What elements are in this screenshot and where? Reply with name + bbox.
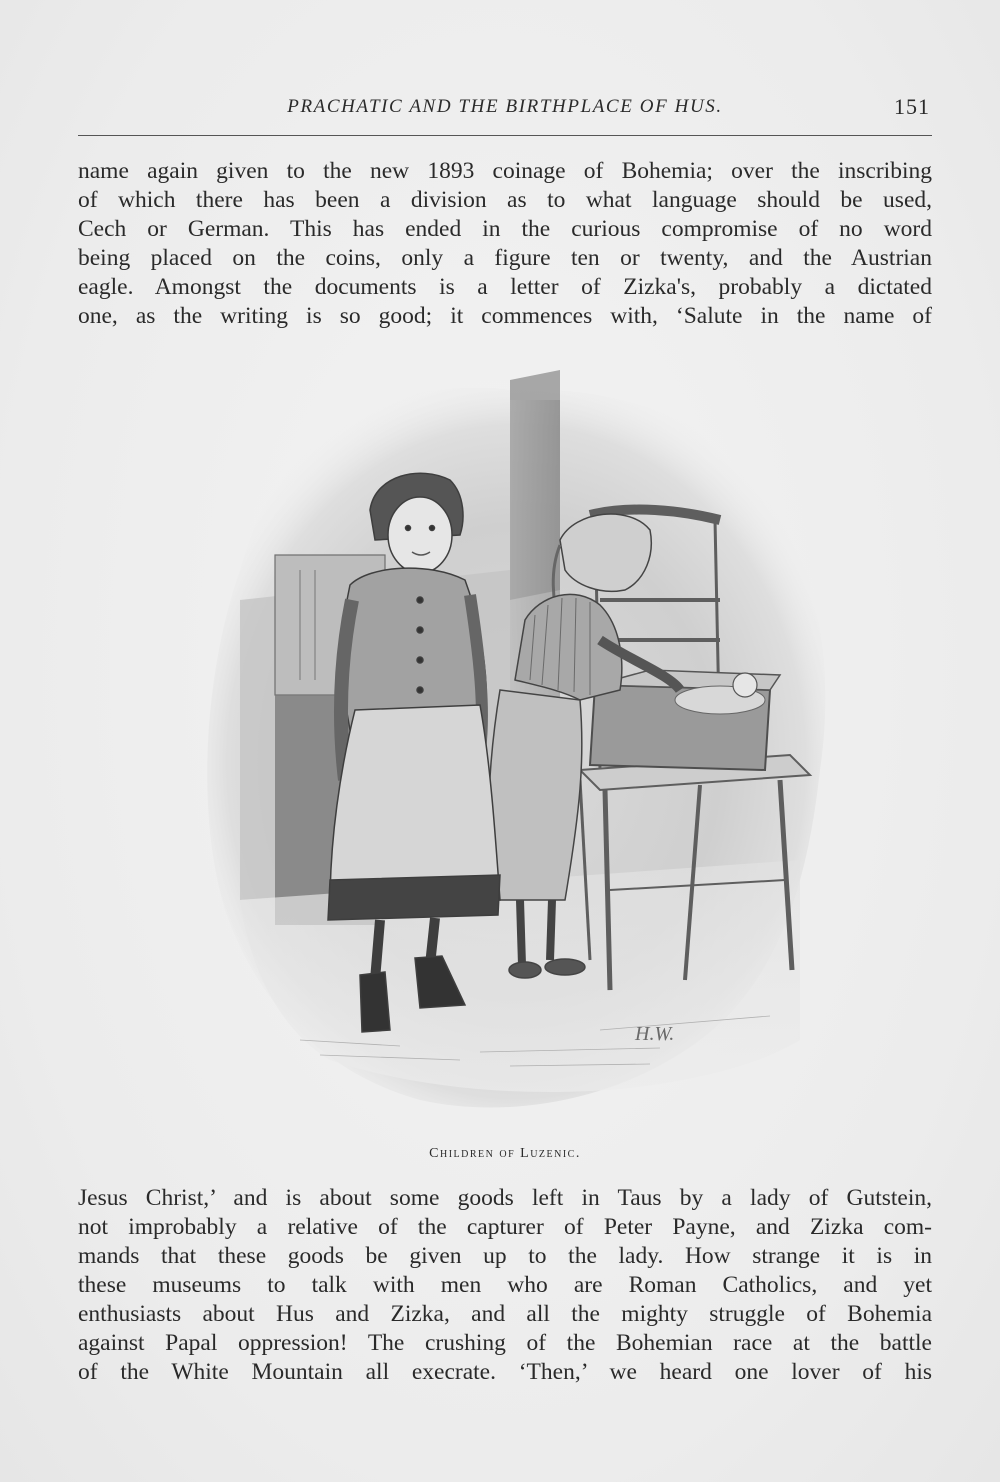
- text-line: Cech or German. This has ended in the curious compromise of no word: [78, 216, 932, 242]
- illustration-caption: Children of Luzenic.: [429, 1146, 581, 1161]
- text-line: enthusiasts about Hus and Zizka, and all the mighty struggle of Bohemia: [78, 1301, 932, 1327]
- doll-head: [733, 673, 757, 697]
- text-line: not improbably a relative of the capturer of Peter Payne, and Zizka com-: [78, 1214, 932, 1240]
- text-line: of which there has been a division as to what language should be used,: [78, 187, 932, 213]
- text-line: against Papal oppression! The crushing of the Bohemian race at the battle: [78, 1330, 932, 1356]
- text-line: being placed on the coins, only a figure ten or twenty, and the Austrian: [78, 245, 932, 271]
- body-text-top: [78, 157, 932, 331]
- page-number: 151: [894, 94, 930, 119]
- text-line: these museums to talk with men who are Roman Catholics, and yet: [78, 1272, 932, 1298]
- text-line: Jesus Christ,’ and is about some goods left in Taus by a lady of Gutstein,: [78, 1185, 932, 1211]
- engraving-svg: [180, 340, 840, 1130]
- body-text-bottom: [78, 1184, 932, 1387]
- header-rule: [78, 135, 932, 136]
- running-head: [78, 94, 932, 124]
- text-line: of the White Mountain all execrate. ‘Then,’ we heard one lover of his: [78, 1359, 932, 1385]
- artist-signature: H.W.: [635, 1023, 675, 1045]
- text-line: one, as the writing is so good; it commences with, ‘Salute in the name of: [78, 303, 932, 329]
- engraving-children-illustration: [180, 340, 840, 1130]
- text-line: name again given to the new 1893 coinage of Bohemia; over the inscribing: [78, 158, 932, 184]
- text-line: eagle. Amongst the documents is a letter of Zizka's, probably a dictated: [78, 274, 932, 300]
- text-line: mands that these goods be given up to the lady. How strange it is in: [78, 1243, 932, 1269]
- running-title: PRACHATIC AND THE BIRTHPLACE OF HUS.: [287, 96, 723, 117]
